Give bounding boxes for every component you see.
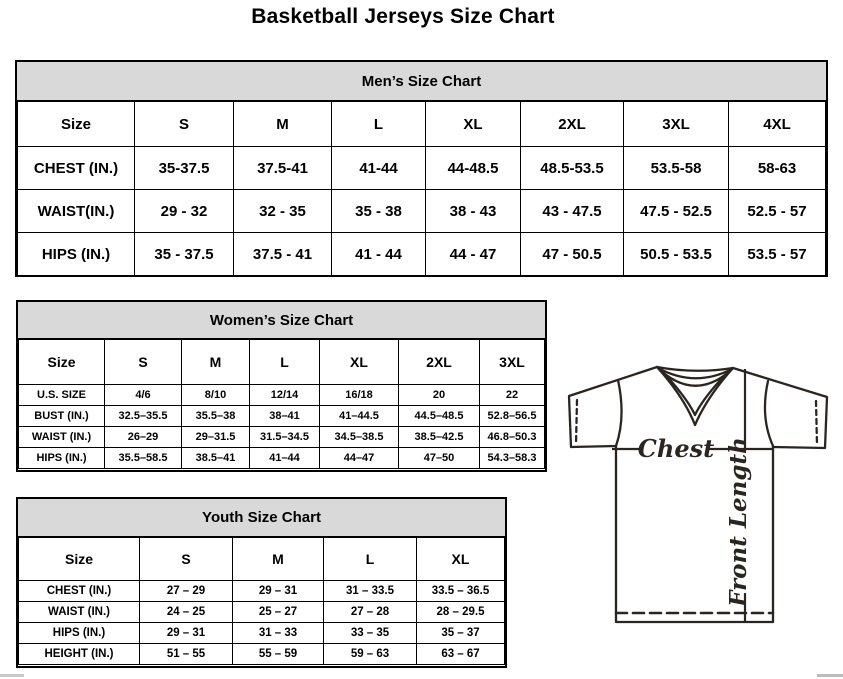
value-cell: 29 – 31 [233, 581, 324, 602]
measurement-row [18, 233, 826, 276]
size-header-cell: 2XL [521, 102, 624, 147]
jersey-neckline [657, 367, 733, 371]
row-label-cell: BUST (IN.) [19, 406, 105, 427]
value-cell: 29 - 32 [135, 190, 234, 233]
value-cell: 54.3–58.3 [480, 448, 545, 469]
mens-size-chart-title: Men’s Size Chart [17, 62, 826, 101]
value-cell: 41 - 44 [332, 233, 426, 276]
row-label-cell: HEIGHT (IN.) [19, 644, 140, 665]
row-label-cell: CHEST (IN.) [19, 581, 140, 602]
value-cell: 50.5 - 53.5 [624, 233, 729, 276]
measurement-row [18, 147, 826, 190]
value-cell: 46.8–50.3 [480, 427, 545, 448]
size-column-header: Size [19, 340, 105, 385]
value-cell: 35 - 37.5 [135, 233, 234, 276]
value-cell: 53.5 - 57 [729, 233, 826, 276]
value-cell: 20 [399, 385, 480, 406]
size-header-cell: M [234, 102, 332, 147]
womens-size-chart [16, 300, 547, 472]
mens-size-table [17, 101, 826, 276]
value-cell: 38–41 [250, 406, 320, 427]
measurement-row [19, 581, 505, 602]
value-cell: 37.5-41 [234, 147, 332, 190]
size-header-cell: L [332, 102, 426, 147]
jersey-diagram [550, 355, 843, 645]
value-cell: 31.5–34.5 [250, 427, 320, 448]
size-header-cell: S [135, 102, 234, 147]
value-cell: 58-63 [729, 147, 826, 190]
value-cell: 38.5–42.5 [399, 427, 480, 448]
size-header-cell: S [105, 340, 182, 385]
row-label-cell: U.S. SIZE [19, 385, 105, 406]
row-label-cell: WAIST (IN.) [19, 602, 140, 623]
value-cell: 44.5–48.5 [399, 406, 480, 427]
value-cell: 44–47 [320, 448, 399, 469]
value-cell: 16/18 [320, 385, 399, 406]
value-cell: 51 – 55 [140, 644, 233, 665]
measurement-row [19, 427, 545, 448]
value-cell: 35 – 37 [417, 623, 505, 644]
value-cell: 37.5 - 41 [234, 233, 332, 276]
value-cell: 32.5–35.5 [105, 406, 182, 427]
size-column-header: Size [19, 538, 140, 581]
row-label-cell: WAIST (IN.) [19, 427, 105, 448]
value-cell: 48.5-53.5 [521, 147, 624, 190]
mens-size-chart [15, 60, 828, 277]
size-header-cell: XL [320, 340, 399, 385]
value-cell: 31 – 33 [233, 623, 324, 644]
scrollbar-fragment-right [817, 674, 843, 677]
value-cell: 29 – 31 [140, 623, 233, 644]
size-header-row [19, 340, 545, 385]
youth-size-table [18, 537, 505, 665]
chest-label: Chest [637, 434, 715, 463]
jersey-right-cuff-stitch [816, 401, 817, 445]
value-cell: 33.5 – 36.5 [417, 581, 505, 602]
size-header-cell: S [140, 538, 233, 581]
jersey-right-seam [765, 381, 773, 446]
row-label-cell: HIPS (IN.) [18, 233, 135, 276]
measurement-row [19, 602, 505, 623]
value-cell: 35.5–58.5 [105, 448, 182, 469]
value-cell: 28 – 29.5 [417, 602, 505, 623]
value-cell: 29–31.5 [182, 427, 250, 448]
size-header-cell: M [182, 340, 250, 385]
size-header-cell: XL [417, 538, 505, 581]
value-cell: 44-48.5 [426, 147, 521, 190]
size-header-row [19, 538, 505, 581]
youth-size-chart [16, 497, 507, 668]
size-header-cell: 3XL [624, 102, 729, 147]
value-cell: 35.5–38 [182, 406, 250, 427]
front-length-label: Front Length [725, 437, 752, 607]
value-cell: 63 – 67 [417, 644, 505, 665]
value-cell: 52.5 - 57 [729, 190, 826, 233]
value-cell: 35-37.5 [135, 147, 234, 190]
measurement-row [19, 644, 505, 665]
womens-size-chart-title: Women’s Size Chart [18, 302, 545, 339]
value-cell: 22 [480, 385, 545, 406]
size-header-cell: 3XL [480, 340, 545, 385]
value-cell: 41-44 [332, 147, 426, 190]
size-header-cell: 4XL [729, 102, 826, 147]
value-cell: 41–44.5 [320, 406, 399, 427]
value-cell: 25 – 27 [233, 602, 324, 623]
jersey-left-seam [616, 380, 622, 446]
measurement-row [18, 190, 826, 233]
value-cell: 12/14 [250, 385, 320, 406]
size-header-cell: L [324, 538, 417, 581]
jersey-right-sleeve [733, 368, 827, 448]
value-cell: 52.8–56.5 [480, 406, 545, 427]
row-label-cell: WAIST(IN.) [18, 190, 135, 233]
page-title: Basketball Jerseys Size Chart [251, 5, 555, 28]
size-header-row [18, 102, 826, 147]
value-cell: 8/10 [182, 385, 250, 406]
measurement-row [19, 406, 545, 427]
value-cell: 34.5–38.5 [320, 427, 399, 448]
value-cell: 33 – 35 [324, 623, 417, 644]
value-cell: 47.5 - 52.5 [624, 190, 729, 233]
value-cell: 24 – 25 [140, 602, 233, 623]
measurement-row [19, 385, 545, 406]
row-label-cell: CHEST (IN.) [18, 147, 135, 190]
row-label-cell: HIPS (IN.) [19, 448, 105, 469]
value-cell: 59 – 63 [324, 644, 417, 665]
row-label-cell: HIPS (IN.) [19, 623, 140, 644]
measurement-row [19, 623, 505, 644]
value-cell: 53.5-58 [624, 147, 729, 190]
value-cell: 38.5–41 [182, 448, 250, 469]
value-cell: 26–29 [105, 427, 182, 448]
size-header-cell: L [250, 340, 320, 385]
value-cell: 31 – 33.5 [324, 581, 417, 602]
scrollbar-fragment-left [0, 674, 24, 677]
jersey-left-cuff-stitch [576, 400, 577, 444]
value-cell: 41–44 [250, 448, 320, 469]
youth-size-chart-title: Youth Size Chart [18, 499, 505, 537]
value-cell: 35 - 38 [332, 190, 426, 233]
womens-size-table [18, 339, 545, 469]
value-cell: 4/6 [105, 385, 182, 406]
size-header-cell: M [233, 538, 324, 581]
size-column-header: Size [18, 102, 135, 147]
value-cell: 47–50 [399, 448, 480, 469]
measurement-row [19, 448, 545, 469]
value-cell: 44 - 47 [426, 233, 521, 276]
value-cell: 27 – 29 [140, 581, 233, 602]
value-cell: 43 - 47.5 [521, 190, 624, 233]
value-cell: 27 – 28 [324, 602, 417, 623]
size-header-cell: XL [426, 102, 521, 147]
value-cell: 32 - 35 [234, 190, 332, 233]
value-cell: 55 – 59 [233, 644, 324, 665]
size-header-cell: 2XL [399, 340, 480, 385]
value-cell: 38 - 43 [426, 190, 521, 233]
value-cell: 47 - 50.5 [521, 233, 624, 276]
